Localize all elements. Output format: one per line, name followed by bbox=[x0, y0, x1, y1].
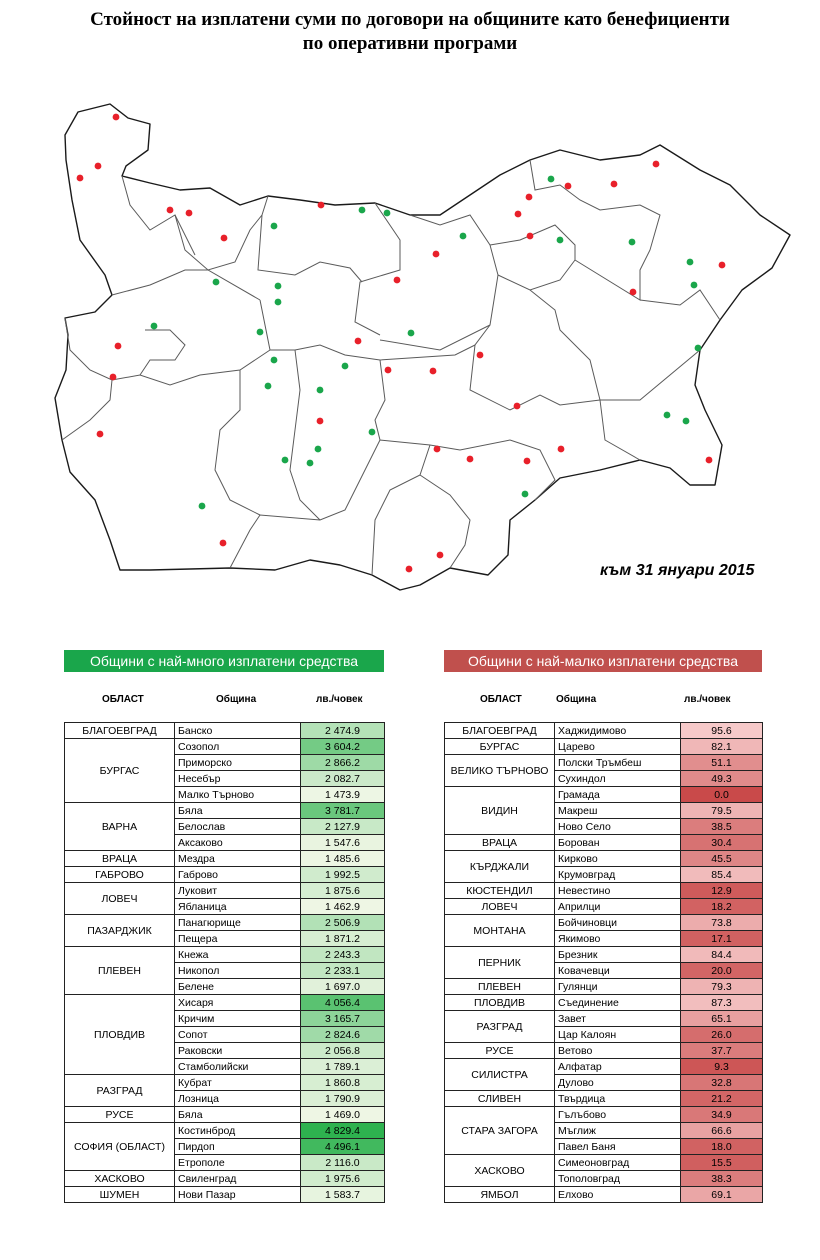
municipality-cell: Твърдица bbox=[555, 1091, 681, 1107]
table-row bbox=[445, 787, 763, 803]
green-dot bbox=[315, 446, 322, 453]
municipality-cell: Лозница bbox=[175, 1091, 301, 1107]
table-row bbox=[65, 803, 385, 819]
red-dot bbox=[515, 211, 522, 218]
municipality-cell: Етрополе bbox=[175, 1155, 301, 1171]
value-cell: 69.1 bbox=[681, 1187, 763, 1203]
red-dot bbox=[220, 540, 227, 547]
municipality-cell: Мъглиж bbox=[555, 1123, 681, 1139]
value-cell: 34.9 bbox=[681, 1107, 763, 1123]
value-cell: 1 583.7 bbox=[301, 1187, 385, 1203]
table-row bbox=[445, 1059, 763, 1075]
region-cell: ЛОВЕЧ bbox=[65, 883, 175, 915]
table-row bbox=[445, 755, 763, 771]
most-paid-panel bbox=[64, 650, 384, 1201]
value-cell: 18.2 bbox=[681, 899, 763, 915]
red-dot bbox=[434, 446, 441, 453]
region-cell: РАЗГРАД bbox=[445, 1011, 555, 1043]
value-cell: 18.0 bbox=[681, 1139, 763, 1155]
table-row bbox=[445, 1091, 763, 1107]
municipality-cell: Несебър bbox=[175, 771, 301, 787]
red-dot bbox=[526, 194, 533, 201]
value-cell: 51.1 bbox=[681, 755, 763, 771]
municipality-cell: Ново Село bbox=[555, 819, 681, 835]
green-dot bbox=[687, 259, 694, 266]
municipality-cell: Тополовград bbox=[555, 1171, 681, 1187]
value-cell: 3 165.7 bbox=[301, 1011, 385, 1027]
value-cell: 3 781.7 bbox=[301, 803, 385, 819]
municipality-cell: Панагюрище bbox=[175, 915, 301, 931]
map-title-line-2: по оперативни програми bbox=[302, 33, 518, 54]
region-cell: БЛАГОЕВГРАД bbox=[445, 723, 555, 739]
green-dot bbox=[460, 233, 467, 240]
header-municipality: Община bbox=[556, 694, 597, 705]
municipality-cell: Банско bbox=[175, 723, 301, 739]
region-border bbox=[530, 290, 700, 400]
green-dot bbox=[408, 330, 415, 337]
municipality-cell: Царево bbox=[555, 739, 681, 755]
value-cell: 65.1 bbox=[681, 1011, 763, 1027]
region-cell: РАЗГРАД bbox=[65, 1075, 175, 1107]
table-row bbox=[65, 867, 385, 883]
municipality-cell: Алфатар bbox=[555, 1059, 681, 1075]
region-border bbox=[230, 440, 380, 568]
value-cell: 82.1 bbox=[681, 739, 763, 755]
green-dot bbox=[557, 237, 564, 244]
table-row bbox=[65, 1075, 385, 1091]
municipality-cell: Никопол bbox=[175, 963, 301, 979]
value-cell: 9.3 bbox=[681, 1059, 763, 1075]
red-dot bbox=[186, 210, 193, 217]
most-paid-table bbox=[64, 722, 385, 1203]
value-cell: 2 243.3 bbox=[301, 947, 385, 963]
municipality-cell: Цар Калоян bbox=[555, 1027, 681, 1043]
value-cell: 37.7 bbox=[681, 1043, 763, 1059]
region-cell: ПАЗАРДЖИК bbox=[65, 915, 175, 947]
value-cell: 1 789.1 bbox=[301, 1059, 385, 1075]
value-cell: 0.0 bbox=[681, 787, 763, 803]
municipality-cell: Мездра bbox=[175, 851, 301, 867]
red-dot bbox=[430, 368, 437, 375]
municipality-cell: Макреш bbox=[555, 803, 681, 819]
green-dot bbox=[359, 207, 366, 214]
municipality-cell: Грамада bbox=[555, 787, 681, 803]
municipality-cell: Крумовград bbox=[555, 867, 681, 883]
municipality-cell: Бяла bbox=[175, 803, 301, 819]
municipality-cell: Кирково bbox=[555, 851, 681, 867]
table-row bbox=[65, 739, 385, 755]
municipality-cell: Белослав bbox=[175, 819, 301, 835]
region-border bbox=[122, 176, 268, 270]
green-dot bbox=[307, 460, 314, 467]
value-cell: 1 473.9 bbox=[301, 787, 385, 803]
table-row bbox=[445, 739, 763, 755]
region-border bbox=[470, 325, 600, 410]
header-value: лв./човек bbox=[316, 694, 363, 705]
green-dot bbox=[683, 418, 690, 425]
municipality-cell: Симеоновград bbox=[555, 1155, 681, 1171]
municipality-cell: Стамболийски bbox=[175, 1059, 301, 1075]
green-dot bbox=[384, 210, 391, 217]
municipality-cell: Приморско bbox=[175, 755, 301, 771]
municipality-cell: Невестино bbox=[555, 883, 681, 899]
value-cell: 79.5 bbox=[681, 803, 763, 819]
green-dot bbox=[271, 357, 278, 364]
table-row bbox=[445, 1011, 763, 1027]
region-cell: КЪРДЖАЛИ bbox=[445, 851, 555, 883]
region-cell: БЛАГОЕВГРАД bbox=[65, 723, 175, 739]
region-cell: ПЛОВДИВ bbox=[445, 995, 555, 1011]
region-cell: СОФИЯ (ОБЛАСТ) bbox=[65, 1123, 175, 1171]
value-cell: 1 790.9 bbox=[301, 1091, 385, 1107]
municipality-cell: Нови Пазар bbox=[175, 1187, 301, 1203]
table-row bbox=[65, 1123, 385, 1139]
municipality-cell: Бяла bbox=[175, 1107, 301, 1123]
red-dot bbox=[394, 277, 401, 284]
green-dot bbox=[199, 503, 206, 510]
municipality-cell: Бойчиновци bbox=[555, 915, 681, 931]
value-cell: 84.4 bbox=[681, 947, 763, 963]
value-cell: 2 506.9 bbox=[301, 915, 385, 931]
region-cell: РУСЕ bbox=[445, 1043, 555, 1059]
value-cell: 21.2 bbox=[681, 1091, 763, 1107]
region-cell: ВЕЛИКО ТЪРНОВО bbox=[445, 755, 555, 787]
value-cell: 4 056.4 bbox=[301, 995, 385, 1011]
region-cell: ВАРНА bbox=[65, 803, 175, 851]
region-cell: ПЛЕВЕН bbox=[445, 979, 555, 995]
value-cell: 30.4 bbox=[681, 835, 763, 851]
municipality-cell: Белене bbox=[175, 979, 301, 995]
red-dot bbox=[385, 367, 392, 374]
value-cell: 1 547.6 bbox=[301, 835, 385, 851]
value-cell: 2 824.6 bbox=[301, 1027, 385, 1043]
table-row bbox=[65, 883, 385, 899]
header-region: ОБЛАСТ bbox=[102, 694, 144, 705]
region-cell: ЯМБОЛ bbox=[445, 1187, 555, 1203]
value-cell: 1 975.6 bbox=[301, 1171, 385, 1187]
region-cell: ПЛОВДИВ bbox=[65, 995, 175, 1075]
green-dot bbox=[369, 429, 376, 436]
table-row bbox=[445, 899, 763, 915]
municipality-cell: Пещера bbox=[175, 931, 301, 947]
region-border bbox=[290, 350, 320, 520]
green-dot bbox=[257, 329, 264, 336]
green-dot bbox=[522, 491, 529, 498]
municipality-cell: Созопол bbox=[175, 739, 301, 755]
table-row bbox=[445, 835, 763, 851]
municipality-cell: Съединение bbox=[555, 995, 681, 1011]
table-row bbox=[65, 851, 385, 867]
green-dot bbox=[548, 176, 555, 183]
region-cell: ПЛЕВЕН bbox=[65, 947, 175, 995]
bulgaria-map bbox=[0, 0, 820, 620]
region-cell: СИЛИСТРА bbox=[445, 1059, 555, 1091]
value-cell: 49.3 bbox=[681, 771, 763, 787]
red-dot bbox=[565, 183, 572, 190]
value-cell: 85.4 bbox=[681, 867, 763, 883]
red-dot bbox=[317, 418, 324, 425]
least-paid-table bbox=[444, 722, 763, 1203]
region-cell: ХАСКОВО bbox=[65, 1171, 175, 1187]
table-row bbox=[445, 723, 763, 739]
red-dot bbox=[110, 374, 117, 381]
region-border bbox=[295, 345, 380, 360]
region-cell: ВРАЦА bbox=[65, 851, 175, 867]
red-dot bbox=[706, 457, 713, 464]
value-cell: 15.5 bbox=[681, 1155, 763, 1171]
region-cell: ВРАЦА bbox=[445, 835, 555, 851]
red-dot bbox=[653, 161, 660, 168]
red-dot bbox=[167, 207, 174, 214]
table-row bbox=[65, 995, 385, 1011]
red-dot bbox=[527, 233, 534, 240]
table-row bbox=[445, 1155, 763, 1171]
red-dot bbox=[97, 431, 104, 438]
header-region: ОБЛАСТ bbox=[480, 694, 522, 705]
red-dot bbox=[514, 403, 521, 410]
region-border bbox=[375, 345, 510, 450]
region-border bbox=[372, 445, 430, 575]
municipality-cell: Гулянци bbox=[555, 979, 681, 995]
red-dot bbox=[318, 202, 325, 209]
table-row bbox=[445, 851, 763, 867]
value-cell: 20.0 bbox=[681, 963, 763, 979]
value-cell: 1 697.0 bbox=[301, 979, 385, 995]
region-border bbox=[640, 290, 720, 320]
region-border bbox=[260, 300, 295, 350]
region-cell: СТАРА ЗАГОРА bbox=[445, 1107, 555, 1155]
table-row bbox=[65, 1187, 385, 1203]
red-dot bbox=[467, 456, 474, 463]
municipality-cell: Кубрат bbox=[175, 1075, 301, 1091]
value-cell: 1 875.6 bbox=[301, 883, 385, 899]
municipality-cell: Елхово bbox=[555, 1187, 681, 1203]
region-border bbox=[112, 270, 260, 300]
header-municipality: Община bbox=[216, 694, 257, 705]
table-row bbox=[445, 1107, 763, 1123]
municipality-cell: Свиленград bbox=[175, 1171, 301, 1187]
value-cell: 73.8 bbox=[681, 915, 763, 931]
value-cell: 32.8 bbox=[681, 1075, 763, 1091]
region-cell: ХАСКОВО bbox=[445, 1155, 555, 1187]
municipality-cell: Полски Тръмбеш bbox=[555, 755, 681, 771]
red-dot bbox=[611, 181, 618, 188]
table-row bbox=[445, 883, 763, 899]
table-row bbox=[445, 947, 763, 963]
value-cell: 38.3 bbox=[681, 1171, 763, 1187]
municipality-cell: Габрово bbox=[175, 867, 301, 883]
region-cell: КЮСТЕНДИЛ bbox=[445, 883, 555, 899]
value-cell: 1 871.2 bbox=[301, 931, 385, 947]
region-border bbox=[62, 380, 112, 440]
municipality-cell: Брезник bbox=[555, 947, 681, 963]
green-dot bbox=[629, 239, 636, 246]
region-cell: РУСЕ bbox=[65, 1107, 175, 1123]
green-dot bbox=[275, 283, 282, 290]
red-dot bbox=[630, 289, 637, 296]
value-cell: 1 485.6 bbox=[301, 851, 385, 867]
green-dot bbox=[275, 299, 282, 306]
region-cell: ЛОВЕЧ bbox=[445, 899, 555, 915]
red-dot bbox=[433, 251, 440, 258]
value-cell: 87.3 bbox=[681, 995, 763, 1011]
red-dot bbox=[95, 163, 102, 170]
municipality-cell: Сухиндол bbox=[555, 771, 681, 787]
table-row bbox=[445, 979, 763, 995]
table-row bbox=[65, 723, 385, 739]
municipality-cell: Раковски bbox=[175, 1043, 301, 1059]
municipality-cell: Ябланица bbox=[175, 899, 301, 915]
value-cell: 2 866.2 bbox=[301, 755, 385, 771]
value-cell: 2 082.7 bbox=[301, 771, 385, 787]
table-row bbox=[445, 1043, 763, 1059]
value-cell: 1 992.5 bbox=[301, 867, 385, 883]
municipality-cell: Завет bbox=[555, 1011, 681, 1027]
municipality-cell: Кнежа bbox=[175, 947, 301, 963]
value-cell: 2 127.9 bbox=[301, 819, 385, 835]
municipality-cell: Дулово bbox=[555, 1075, 681, 1091]
municipality-cell: Хисаря bbox=[175, 995, 301, 1011]
value-cell: 1 469.0 bbox=[301, 1107, 385, 1123]
red-dot bbox=[558, 446, 565, 453]
municipality-cell: Малко Търново bbox=[175, 787, 301, 803]
value-cell: 38.5 bbox=[681, 819, 763, 835]
red-dot bbox=[406, 566, 413, 573]
red-dot bbox=[77, 175, 84, 182]
green-dot bbox=[151, 323, 158, 330]
municipality-cell: Якимово bbox=[555, 931, 681, 947]
municipality-cell: Луковит bbox=[175, 883, 301, 899]
most-paid-banner: Общини с най-много изплатени средства bbox=[64, 650, 384, 672]
red-dot bbox=[221, 235, 228, 242]
municipality-cell: Хаджидимово bbox=[555, 723, 681, 739]
region-border bbox=[65, 318, 270, 385]
green-dot bbox=[317, 387, 324, 394]
region-cell: ПЕРНИК bbox=[445, 947, 555, 979]
table-row bbox=[445, 915, 763, 931]
value-cell: 66.6 bbox=[681, 1123, 763, 1139]
table-row bbox=[65, 915, 385, 931]
region-cell: ГАБРОВО bbox=[65, 867, 175, 883]
municipality-cell: Костинброд bbox=[175, 1123, 301, 1139]
value-cell: 4 829.4 bbox=[301, 1123, 385, 1139]
value-cell: 2 474.9 bbox=[301, 723, 385, 739]
region-cell: БУРГАС bbox=[65, 739, 175, 803]
region-border bbox=[420, 475, 470, 568]
red-dot bbox=[355, 338, 362, 345]
value-cell: 2 056.8 bbox=[301, 1043, 385, 1059]
municipality-cell: Павел Баня bbox=[555, 1139, 681, 1155]
value-cell: 3 604.2 bbox=[301, 739, 385, 755]
green-dot bbox=[213, 279, 220, 286]
region-border bbox=[355, 203, 400, 335]
region-border bbox=[140, 330, 185, 375]
table-row bbox=[445, 1187, 763, 1203]
municipality-cell: Априлци bbox=[555, 899, 681, 915]
map-title-line-1: Стойност на изплатени суми по договори на общините като бенефициенти bbox=[90, 9, 730, 30]
region-border bbox=[215, 370, 260, 515]
value-cell: 1 462.9 bbox=[301, 899, 385, 915]
red-dot bbox=[477, 352, 484, 359]
municipality-cell: Кричим bbox=[175, 1011, 301, 1027]
municipality-cell: Борован bbox=[555, 835, 681, 851]
red-dot bbox=[115, 343, 122, 350]
value-cell: 79.3 bbox=[681, 979, 763, 995]
region-cell: СЛИВЕН bbox=[445, 1091, 555, 1107]
value-cell: 2 116.0 bbox=[301, 1155, 385, 1171]
table-row bbox=[65, 947, 385, 963]
municipality-cell: Аксаково bbox=[175, 835, 301, 851]
green-dot bbox=[271, 223, 278, 230]
red-dot bbox=[113, 114, 120, 121]
least-paid-panel bbox=[444, 650, 762, 1201]
region-border bbox=[510, 440, 555, 500]
value-cell: 2 233.1 bbox=[301, 963, 385, 979]
green-dot bbox=[664, 412, 671, 419]
header-value: лв./човек bbox=[684, 694, 731, 705]
value-cell: 26.0 bbox=[681, 1027, 763, 1043]
municipality-cell: Ковачевци bbox=[555, 963, 681, 979]
table-row bbox=[445, 995, 763, 1011]
green-dot bbox=[691, 282, 698, 289]
red-dot bbox=[524, 458, 531, 465]
region-border bbox=[600, 400, 640, 460]
region-cell: БУРГАС bbox=[445, 739, 555, 755]
value-cell: 45.5 bbox=[681, 851, 763, 867]
date-label: към 31 януари 2015 bbox=[600, 562, 755, 579]
value-cell: 1 860.8 bbox=[301, 1075, 385, 1091]
table-row bbox=[65, 1107, 385, 1123]
region-cell: ШУМЕН bbox=[65, 1187, 175, 1203]
value-cell: 12.9 bbox=[681, 883, 763, 899]
value-cell: 95.6 bbox=[681, 723, 763, 739]
region-cell: МОНТАНА bbox=[445, 915, 555, 947]
least-paid-banner: Общини с най-малко изплатени средства bbox=[444, 650, 762, 672]
green-dot bbox=[695, 345, 702, 352]
municipality-cell: Ветово bbox=[555, 1043, 681, 1059]
green-dot bbox=[282, 457, 289, 464]
green-dot bbox=[265, 383, 272, 390]
value-cell: 17.1 bbox=[681, 931, 763, 947]
green-dot bbox=[342, 363, 349, 370]
value-cell: 4 496.1 bbox=[301, 1139, 385, 1155]
red-dot bbox=[437, 552, 444, 559]
municipality-cell: Гълъбово bbox=[555, 1107, 681, 1123]
region-cell: ВИДИН bbox=[445, 787, 555, 835]
table-row bbox=[65, 1171, 385, 1187]
red-dot bbox=[719, 262, 726, 269]
municipality-cell: Сопот bbox=[175, 1027, 301, 1043]
municipality-cell: Пирдоп bbox=[175, 1139, 301, 1155]
region-borders bbox=[62, 160, 720, 575]
